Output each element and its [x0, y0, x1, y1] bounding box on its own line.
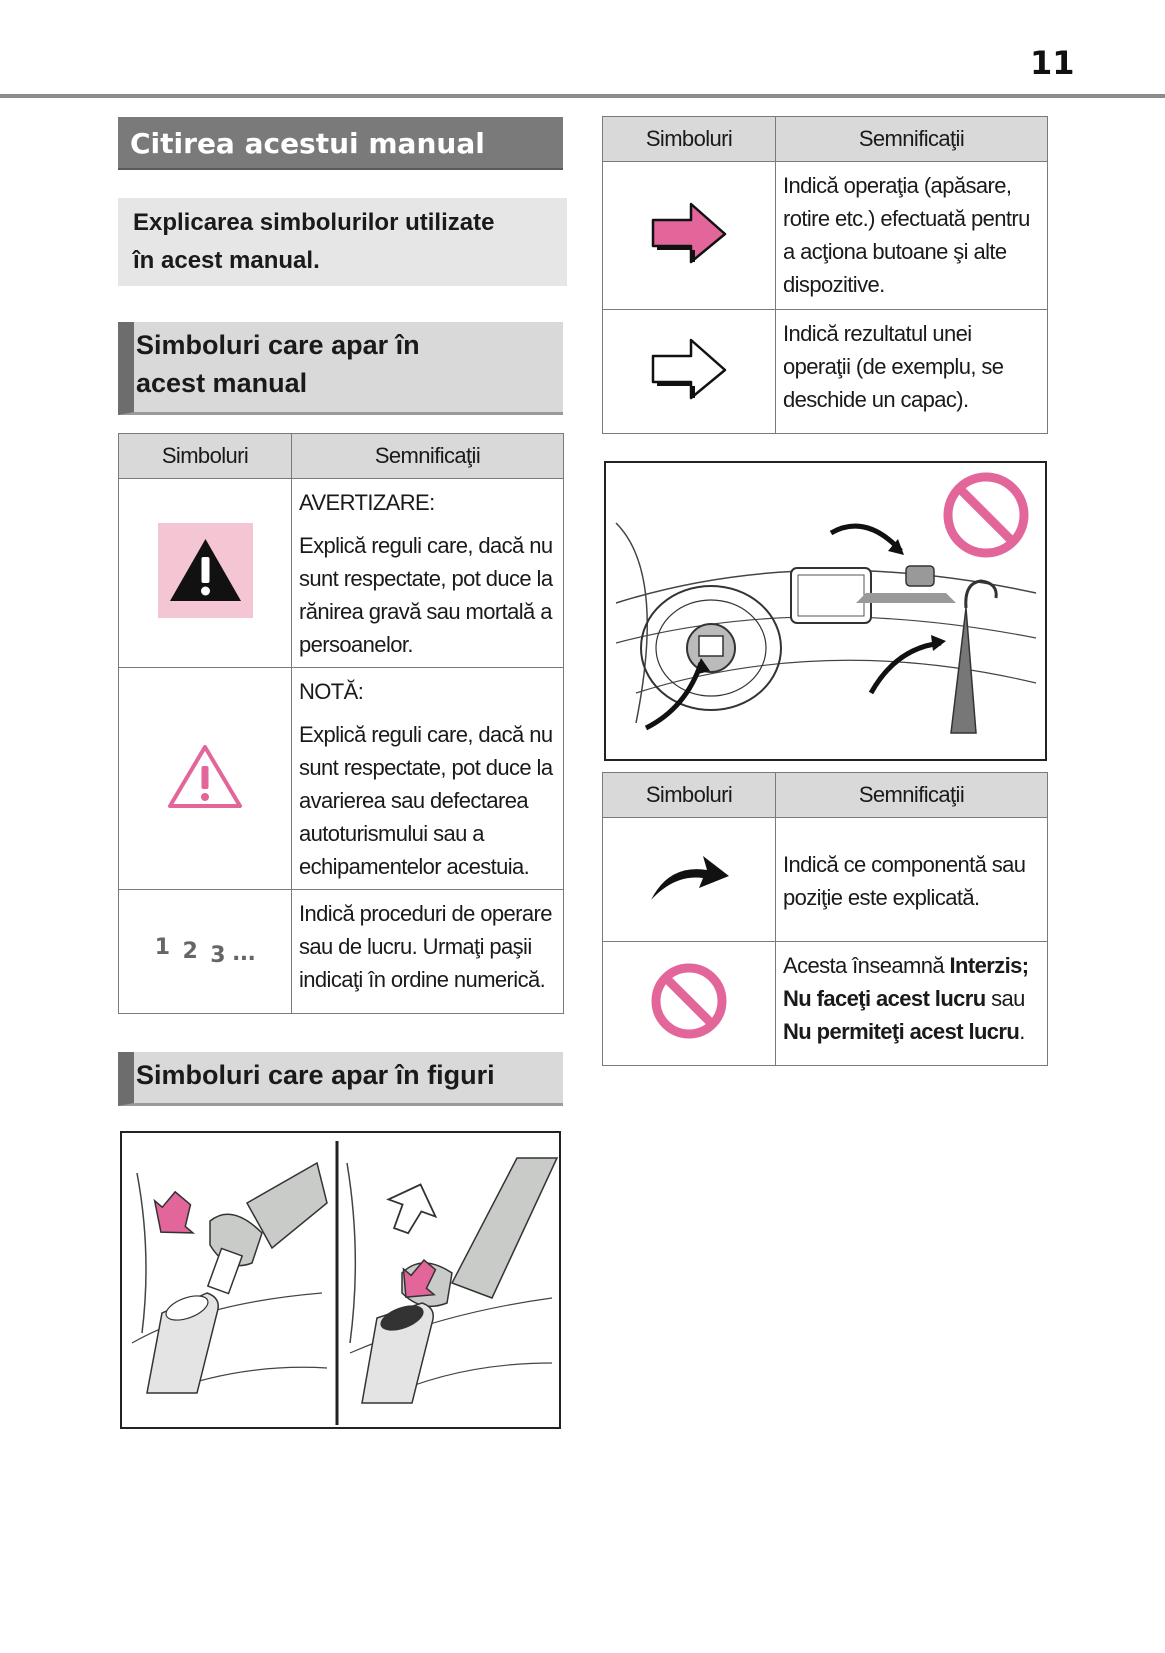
prohibited-text-end: .: [1019, 1019, 1025, 1044]
table-row: [119, 668, 564, 890]
table-row: [603, 310, 1048, 434]
column-header-symbols: Simboluri: [603, 773, 776, 818]
callout-symbols-table: [602, 772, 1048, 1066]
note-text: Explică reguli care, dacă nu sunt respectate, pot duce la avarierea sau defectarea autoturismului sau a echipamentelor acestuia.: [299, 722, 553, 879]
step-number: 3: [210, 943, 225, 968]
column-header-meanings: Semnificaţii: [776, 773, 1048, 818]
prohibited-bold-1: Interzis;: [949, 953, 1029, 978]
pink-arrow-icon: [649, 200, 729, 266]
result-text: Indică rezultatul unei operaţii (de exemplu, se deschide un capac).: [783, 321, 1004, 412]
intro-line-2: în acest manual.: [133, 247, 320, 274]
column-header-meanings: Semnificaţii: [776, 117, 1048, 162]
prohibited-icon: [649, 961, 729, 1041]
step-numbers-icon: [119, 935, 291, 968]
intro-line-1: Explicarea simbolurilor utilizate: [133, 209, 495, 236]
warning-triangle-filled-icon: [158, 523, 253, 618]
operation-text: Indică operaţia (apăsare, rotire etc.) efectuată pentru a acţiona butoane şi alte dispozitive.: [783, 173, 1030, 297]
column-header-symbols: Simboluri: [119, 434, 292, 479]
prohibited-text-middle: sau: [985, 986, 1025, 1011]
section-title: Citirea acestui manual: [118, 117, 563, 170]
step-ellipsis: ...: [232, 941, 256, 966]
table-row: [603, 818, 1048, 942]
seatbelt-illustration: [120, 1131, 561, 1429]
top-rule: [0, 94, 1165, 98]
step-number: 1: [154, 935, 170, 960]
prohibited-bold-3: Nu permiteţi acest lucru: [783, 1019, 1020, 1044]
column-header-symbols: Simboluri: [603, 117, 776, 162]
dashboard-illustration: [604, 461, 1047, 761]
table-row: [603, 942, 1048, 1066]
warning-title: AVERTIZARE:: [299, 490, 435, 515]
column-header-meanings: Semnificaţii: [292, 434, 564, 479]
manual-symbols-heading-line-2: acest manual: [136, 368, 308, 398]
table-row: [119, 890, 564, 1014]
warning-text: Explică reguli care, dacă nu sunt respectate, pot duce la rănirea gravă sau mortală a persoanelor.: [299, 533, 553, 657]
prohibited-text-lead: Acesta înseamnă: [783, 953, 950, 978]
arrow-symbols-table: [602, 116, 1048, 434]
table-row: [119, 479, 564, 668]
table-row: [603, 162, 1048, 310]
manual-symbols-heading-line-1: Simboluri care apar în: [136, 330, 420, 360]
prohibited-bold-2: Nu faceţi acest lucru: [783, 986, 986, 1011]
outline-arrow-icon: [649, 336, 729, 402]
steps-text: Indică proceduri de operare sau de lucru. Urmaţi paşii indicaţi în ordine numerică.: [299, 901, 552, 992]
callout-text: Indică ce componentă sau poziţie este explicată.: [783, 852, 1026, 910]
intro-box: [118, 198, 567, 286]
step-number: 2: [182, 939, 198, 964]
page-number: 11: [1030, 44, 1075, 82]
prohibited-text: [783, 949, 1040, 1048]
figure-symbols-heading: Simboluri care apar în figuri: [118, 1052, 563, 1106]
caution-triangle-outline-icon: [166, 742, 244, 810]
manual-symbols-table: [118, 433, 564, 1014]
manual-symbols-heading: [118, 322, 563, 415]
curved-arrow-icon: [647, 850, 731, 904]
note-title: NOTĂ:: [299, 679, 364, 704]
